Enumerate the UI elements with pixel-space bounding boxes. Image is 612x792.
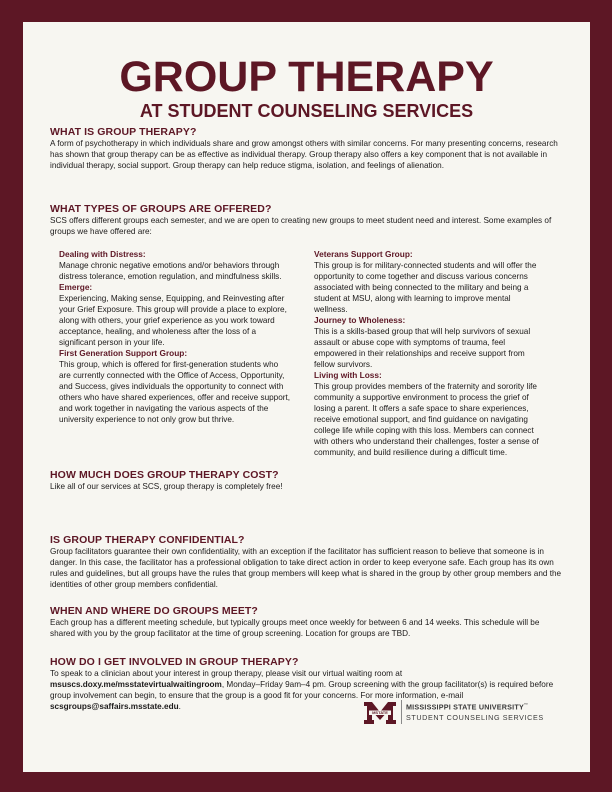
section-when (50, 605, 565, 639)
section-heading: WHAT TYPES OF GROUPS ARE OFFERED? (50, 203, 272, 215)
involved-details: , Monday–Friday 9am–4 pm. Group screening with the group facilitator(s) is required before group involvement can begin, to ensure that the group is a good fit for your concerns. For more information, e-mail (50, 680, 554, 700)
section-types (50, 203, 565, 237)
email-link[interactable]: scsgroups@saffairs.msstate.edu (50, 702, 179, 711)
group-description: This group provides members of the fraternity and sorority life community a supportive environment to process the grief of losing a parent. It offers a safe space to share experiences, receive emotional support, and find guidance on navigating college life while coping with this loss. Members can connect with others who understand their challenges, foster a sense of community, and build resilience during a difficult time. (314, 382, 539, 457)
section-body: Group facilitators guarantee their own confidentiality, with an exception if the facilitator has sufficient reason to believe that someone is in danger. In this case, the facilitator has a professional obligation to take direct action in order to keep everyone safe. Each group has its own rules and guidelines, but all groups have the rules that group members will keep what is shared in the group by other group members and the identities of other group members confidential. (50, 547, 562, 589)
section-cost (50, 469, 565, 492)
flyer-page (23, 22, 590, 772)
involved-end: . (178, 702, 181, 711)
group-description: Manage chronic negative emotions and/or behaviors through distress tolerance, emotion regulation, and mindfulness skills. (59, 261, 282, 281)
page-subtitle: AT STUDENT COUNSELING SERVICES (139, 101, 474, 121)
section-body: Like all of our services at SCS, group therapy is completely free! (50, 482, 283, 491)
section-heading: HOW MUCH DOES GROUP THERAPY COST? (50, 469, 279, 481)
logo-divider (401, 700, 402, 724)
logo-trademark: ™ (523, 702, 529, 707)
waiting-room-link[interactable]: msuscs.doxy.me/msstatevirtualwaitingroom (50, 680, 222, 689)
logo-department: STUDENT COUNSELING SERVICES (406, 713, 544, 722)
page-title: GROUP THERAPY (119, 53, 494, 101)
section-heading: IS GROUP THERAPY CONFIDENTIAL? (50, 534, 245, 546)
logo-mark-text: MSTATE (372, 710, 388, 716)
group-name: First Generation Support Group: (59, 348, 188, 358)
involved-intro: To speak to a clinician about your interest in group therapy, please visit our virtual waiting room at (50, 669, 403, 678)
group-column-right (314, 249, 546, 458)
section-confidential (50, 534, 565, 590)
section-heading: HOW DO I GET INVOLVED IN GROUP THERAPY? (50, 656, 299, 668)
section-heading: WHEN AND WHERE DO GROUPS MEET? (50, 605, 258, 617)
section-what-is (50, 126, 565, 171)
section-body: SCS offers different groups each semester, and we are open to creating new groups to meet student need and interest. Some examples of groups we have offered are: (50, 216, 552, 236)
logo-university-name: MISSISSIPPI STATE UNIVERSITY (406, 702, 524, 712)
msu-m-logo-icon (362, 698, 398, 726)
msu-scs-logo (362, 698, 552, 728)
group-description: This group, which is offered for first-generation students who are currently connected with the Office of Access, Opportunity, and Success, gives individuals the opportunity to connect with others who have shared experiences, offer and receive support, and work together in navigating the various aspects of the university experience to not only grow but thrive. (59, 360, 291, 424)
group-name: Veterans Support Group: (314, 249, 413, 259)
group-description: Experiencing, Making sense, Equipping, and Reinvesting after your Grief Exposure. This group will provide a place to explore, along with others, your grief experience as you work toward acceptance, healing, and wholeness after the loss of a significant person in your life. (59, 294, 287, 347)
section-body: A form of psychotherapy in which individuals share and grow amongst others with similar concerns. For many presenting concerns, research has shown that group therapy can be as effective as individual therapy. Group therapy also offers a key component that is not available in individual therapy, social support. Group therapy can help reduce stigma, isolation, and feelings of alienation. (50, 139, 558, 170)
section-heading: WHAT IS GROUP THERAPY? (50, 126, 197, 138)
group-column-left (59, 249, 291, 425)
group-description: This group is for military-connected students and will offer the opportunity to come together and discuss various concerns associated with being connected to the military and being a student at MSU, along with learning to improve mental wellness. (314, 261, 537, 314)
group-list (59, 249, 559, 464)
section-body: Each group has a different meeting schedule, but typically groups meet once weekly for between 6 and 14 weeks. This schedule will be shared with you by the group facilitator at the time of group screening. Location for groups are TBD. (50, 618, 540, 638)
group-name: Dealing with Distress: (59, 249, 146, 259)
group-description: This is a skills-based group that will help survivors of sexual assault or abuse cope with symptoms of trauma, feel empowered in their relationships and receive support from fellow survivors. (314, 327, 531, 369)
group-name: Living with Loss: (314, 370, 382, 380)
group-name: Emerge: (59, 282, 93, 292)
logo-university (406, 702, 528, 711)
group-name: Journey to Wholeness: (314, 315, 406, 325)
